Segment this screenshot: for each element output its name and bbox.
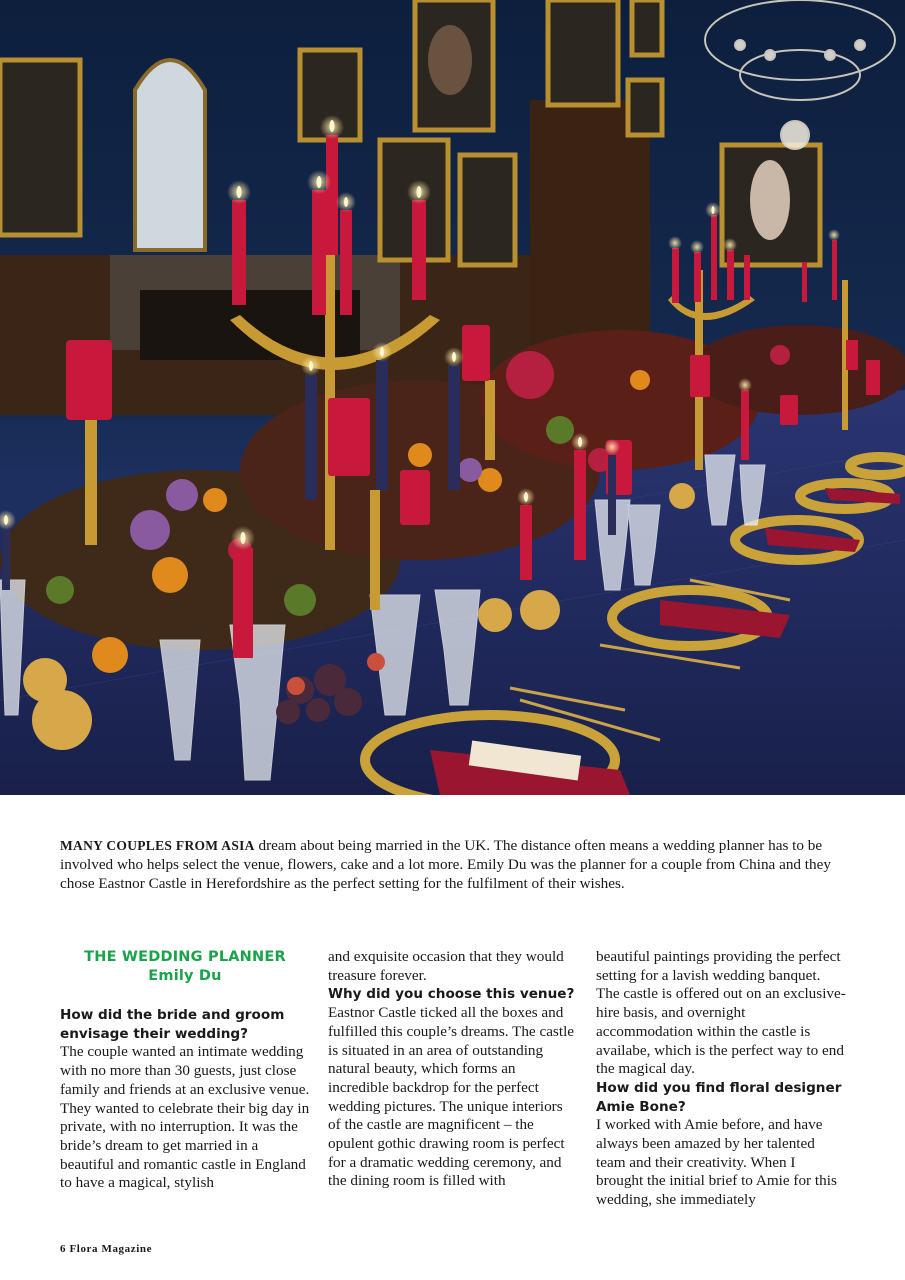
page-number: 6 (60, 1243, 67, 1255)
intro-paragraph (60, 836, 850, 893)
magazine-name: Flora Magazine (69, 1243, 153, 1255)
answer-1-continued: and exquisite occasion that they would treasure forever. (328, 948, 564, 984)
answer-2: Eastnor Castle ticked all the boxes and fulfilled this couple’s dreams. The castle is situated in an area of outstanding natural beauty, which forms an incredible backdrop for the perfect wedding pictures. The unique interiors of the castle are magnificent – the opulent gothic drawing room is perfect for a dramatic wedding ceremony, and the dining room is filled with (328, 1004, 575, 1190)
planner-heading (60, 948, 310, 986)
column-2 (328, 948, 578, 1191)
answer-2-continued: beautiful paintings providing the perfect setting for a lavish wedding banquet. The castle is offered out on an exclusive-hire basis, and overnight accommodation within the castle is availabe, which is the perfect way to end the magical day. (596, 948, 846, 1078)
question-1: How did the bride and groom envisage their wedding? (60, 1007, 285, 1042)
planner-name: Emily Du (148, 968, 222, 984)
answer-1: The couple wanted an intimate wedding with no more than 30 guests, just close family and friends at an exclusive venue. They wanted to celebrate their big day in private, with no interruption. It was the bride’s dream to get married in a beautiful and romantic castle in England to have a magical, stylish (60, 1043, 310, 1192)
answer-3: I worked with Amie before, and have always been amazed by her talented team and their creativity. When I brought the initial brief to Amie for this wedding, she immediately (596, 1116, 837, 1209)
planner-title: THE WEDDING PLANNER (84, 949, 286, 965)
question-2: Why did you choose this venue? (328, 986, 575, 1003)
intro-lead: MANY COUPLES FROM ASIA (60, 838, 255, 853)
column-1 (60, 948, 310, 1193)
question-3: How did you find floral designer Amie Bone? (596, 1079, 842, 1115)
column-3 (596, 948, 846, 1210)
intro-text: dream about being married in the UK. The distance often means a wedding planner has to be involved who helps select the venue, flowers, cake and a lot more. Emily Du was the planner for a couple from China and they chose Eastnor Castle in Herefordshire as the perfect setting for the fulfilment of their wishes. (60, 837, 831, 892)
page-footer (60, 1243, 152, 1255)
